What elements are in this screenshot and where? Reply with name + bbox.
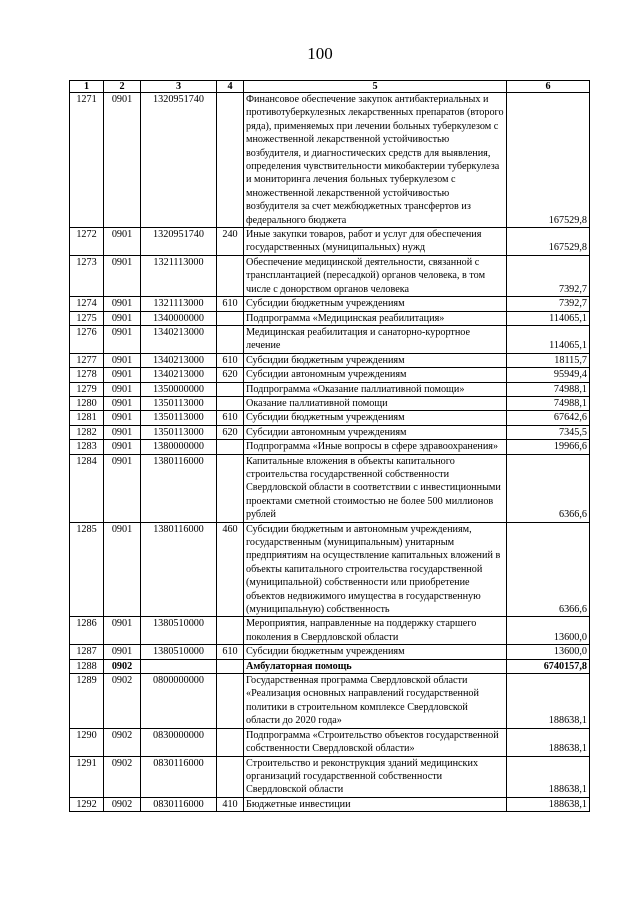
description-cell: Субсидии бюджетным и автономным учреждениям, государственным (муниципальным) унитарным предприятиям на осуществление капитальных вложений в объекты капитального строительства государственной (муниципальной) собственности или приобретение объектов недвижимого имущества в государственную (муниципальную) собственность bbox=[244, 522, 507, 617]
target-code-cell: 0800000000 bbox=[141, 674, 217, 729]
target-code-cell: 1321113000 bbox=[141, 297, 217, 311]
table-row bbox=[70, 368, 590, 382]
row-number-cell: 1278 bbox=[70, 368, 104, 382]
amount-cell: 74988,1 bbox=[507, 382, 590, 396]
table-header-row bbox=[70, 81, 590, 93]
expense-type-cell: 240 bbox=[217, 228, 244, 256]
row-number-cell: 1273 bbox=[70, 255, 104, 296]
amount-cell: 167529,8 bbox=[507, 93, 590, 228]
description-cell: Субсидии бюджетным учреждениям bbox=[244, 353, 507, 367]
row-number-cell: 1279 bbox=[70, 382, 104, 396]
description-cell: Обеспечение медицинской деятельности, связанной с трансплантацией (пересадкой) органов человека, в том числе с донорством органов человека bbox=[244, 255, 507, 296]
section-code-cell: 0901 bbox=[104, 425, 141, 439]
amount-cell: 18115,7 bbox=[507, 353, 590, 367]
target-code-cell: 1340213000 bbox=[141, 368, 217, 382]
description-cell: Субсидии бюджетным учреждениям bbox=[244, 411, 507, 425]
target-code-cell: 1340000000 bbox=[141, 311, 217, 325]
table-row bbox=[70, 325, 590, 353]
column-header: 1 bbox=[70, 81, 104, 93]
table-row bbox=[70, 93, 590, 228]
table-row bbox=[70, 255, 590, 296]
expense-type-cell bbox=[217, 93, 244, 228]
target-code-cell: 1321113000 bbox=[141, 255, 217, 296]
row-number-cell: 1284 bbox=[70, 454, 104, 522]
target-code-cell: 0830116000 bbox=[141, 756, 217, 797]
table-row bbox=[70, 617, 590, 645]
table-row bbox=[70, 382, 590, 396]
expense-type-cell: 610 bbox=[217, 645, 244, 659]
table-row bbox=[70, 797, 590, 811]
expense-type-cell bbox=[217, 255, 244, 296]
table-row bbox=[70, 297, 590, 311]
expense-type-cell: 460 bbox=[217, 522, 244, 617]
description-cell: Субсидии бюджетным учреждениям bbox=[244, 297, 507, 311]
page-number: 100 bbox=[307, 44, 333, 63]
expense-type-cell: 610 bbox=[217, 411, 244, 425]
table-row bbox=[70, 311, 590, 325]
description-cell: Бюджетные инвестиции bbox=[244, 797, 507, 811]
amount-cell: 13600,0 bbox=[507, 617, 590, 645]
expense-type-cell: 620 bbox=[217, 425, 244, 439]
description-cell: Подпрограмма «Медицинская реабилитация» bbox=[244, 311, 507, 325]
expense-type-cell bbox=[217, 728, 244, 756]
description-cell: Мероприятия, направленные на поддержку старшего поколения в Свердловской области bbox=[244, 617, 507, 645]
target-code-cell: 1350000000 bbox=[141, 382, 217, 396]
expense-type-cell: 610 bbox=[217, 297, 244, 311]
expense-type-cell bbox=[217, 311, 244, 325]
row-number-cell: 1292 bbox=[70, 797, 104, 811]
amount-cell: 19966,6 bbox=[507, 440, 590, 454]
table-row bbox=[70, 411, 590, 425]
amount-cell: 114065,1 bbox=[507, 325, 590, 353]
target-code-cell bbox=[141, 659, 217, 673]
table-row bbox=[70, 425, 590, 439]
target-code-cell: 1380510000 bbox=[141, 645, 217, 659]
section-code-cell: 0901 bbox=[104, 255, 141, 296]
section-code-cell: 0901 bbox=[104, 353, 141, 367]
amount-cell: 13600,0 bbox=[507, 645, 590, 659]
row-number-cell: 1271 bbox=[70, 93, 104, 228]
row-number-cell: 1280 bbox=[70, 396, 104, 410]
section-code-cell: 0902 bbox=[104, 728, 141, 756]
row-number-cell: 1287 bbox=[70, 645, 104, 659]
table-row bbox=[70, 756, 590, 797]
expense-type-cell: 620 bbox=[217, 368, 244, 382]
table-body bbox=[70, 93, 590, 812]
description-cell: Подпрограмма «Иные вопросы в сфере здравоохранения» bbox=[244, 440, 507, 454]
column-header: 2 bbox=[104, 81, 141, 93]
column-header: 6 bbox=[507, 81, 590, 93]
description-cell: Субсидии бюджетным учреждениям bbox=[244, 645, 507, 659]
target-code-cell: 1350113000 bbox=[141, 396, 217, 410]
expense-type-cell bbox=[217, 617, 244, 645]
expense-type-cell bbox=[217, 325, 244, 353]
description-cell: Строительство и реконструкция зданий медицинских организаций государственной собственности Свердловской области bbox=[244, 756, 507, 797]
section-code-cell: 0901 bbox=[104, 382, 141, 396]
target-code-cell: 0830000000 bbox=[141, 728, 217, 756]
table-row bbox=[70, 674, 590, 729]
amount-cell: 114065,1 bbox=[507, 311, 590, 325]
row-number-cell: 1290 bbox=[70, 728, 104, 756]
description-cell: Подпрограмма «Строительство объектов государственной собственности Свердловской области» bbox=[244, 728, 507, 756]
target-code-cell: 1350113000 bbox=[141, 411, 217, 425]
description-cell: Подпрограмма «Оказание паллиативной помощи» bbox=[244, 382, 507, 396]
column-header: 5 bbox=[244, 81, 507, 93]
column-header: 3 bbox=[141, 81, 217, 93]
description-cell: Субсидии автономным учреждениям bbox=[244, 368, 507, 382]
section-code-cell: 0901 bbox=[104, 325, 141, 353]
section-code-cell: 0901 bbox=[104, 440, 141, 454]
amount-cell: 6740157,8 bbox=[507, 659, 590, 673]
section-code-cell: 0902 bbox=[104, 756, 141, 797]
expense-type-cell: 610 bbox=[217, 353, 244, 367]
expense-type-cell bbox=[217, 674, 244, 729]
row-number-cell: 1281 bbox=[70, 411, 104, 425]
amount-cell: 188638,1 bbox=[507, 674, 590, 729]
expense-type-cell bbox=[217, 440, 244, 454]
amount-cell: 95949,4 bbox=[507, 368, 590, 382]
section-code-cell: 0902 bbox=[104, 659, 141, 673]
column-header: 4 bbox=[217, 81, 244, 93]
amount-cell: 167529,8 bbox=[507, 228, 590, 256]
description-cell: Иные закупки товаров, работ и услуг для обеспечения государственных (муниципальных) нужд bbox=[244, 228, 507, 256]
target-code-cell: 1340213000 bbox=[141, 353, 217, 367]
target-code-cell: 1320951740 bbox=[141, 93, 217, 228]
target-code-cell: 1380510000 bbox=[141, 617, 217, 645]
row-number-cell: 1282 bbox=[70, 425, 104, 439]
section-code-cell: 0901 bbox=[104, 454, 141, 522]
expense-type-cell: 410 bbox=[217, 797, 244, 811]
amount-cell: 188638,1 bbox=[507, 756, 590, 797]
table-row bbox=[70, 353, 590, 367]
section-code-cell: 0901 bbox=[104, 311, 141, 325]
amount-cell: 6366,6 bbox=[507, 522, 590, 617]
row-number-cell: 1286 bbox=[70, 617, 104, 645]
expense-type-cell bbox=[217, 382, 244, 396]
amount-cell: 7345,5 bbox=[507, 425, 590, 439]
table-row bbox=[70, 728, 590, 756]
section-code-cell: 0901 bbox=[104, 522, 141, 617]
table-row bbox=[70, 645, 590, 659]
table-row bbox=[70, 659, 590, 673]
expense-type-cell bbox=[217, 659, 244, 673]
target-code-cell: 1350113000 bbox=[141, 425, 217, 439]
target-code-cell: 1380000000 bbox=[141, 440, 217, 454]
amount-cell: 6366,6 bbox=[507, 454, 590, 522]
row-number-cell: 1275 bbox=[70, 311, 104, 325]
target-code-cell: 1380116000 bbox=[141, 522, 217, 617]
target-code-cell: 1320951740 bbox=[141, 228, 217, 256]
description-cell: Государственная программа Свердловской области «Реализация основных направлений государственной политики в строительном комплексе Свердловской области до 2020 года» bbox=[244, 674, 507, 729]
table-row bbox=[70, 228, 590, 256]
amount-cell: 67642,6 bbox=[507, 411, 590, 425]
budget-table bbox=[69, 80, 590, 812]
amount-cell: 188638,1 bbox=[507, 797, 590, 811]
expense-type-cell bbox=[217, 756, 244, 797]
section-code-cell: 0901 bbox=[104, 396, 141, 410]
section-code-cell: 0901 bbox=[104, 411, 141, 425]
table-row bbox=[70, 454, 590, 522]
section-code-cell: 0902 bbox=[104, 797, 141, 811]
row-number-cell: 1272 bbox=[70, 228, 104, 256]
row-number-cell: 1288 bbox=[70, 659, 104, 673]
table-row bbox=[70, 522, 590, 617]
row-number-cell: 1277 bbox=[70, 353, 104, 367]
amount-cell: 7392,7 bbox=[507, 255, 590, 296]
row-number-cell: 1283 bbox=[70, 440, 104, 454]
table-row bbox=[70, 396, 590, 410]
expense-type-cell bbox=[217, 454, 244, 522]
row-number-cell: 1289 bbox=[70, 674, 104, 729]
target-code-cell: 0830116000 bbox=[141, 797, 217, 811]
row-number-cell: 1285 bbox=[70, 522, 104, 617]
section-code-cell: 0901 bbox=[104, 368, 141, 382]
target-code-cell: 1340213000 bbox=[141, 325, 217, 353]
section-code-cell: 0901 bbox=[104, 645, 141, 659]
amount-cell: 188638,1 bbox=[507, 728, 590, 756]
description-cell: Оказание паллиативной помощи bbox=[244, 396, 507, 410]
description-cell: Субсидии автономным учреждениям bbox=[244, 425, 507, 439]
section-code-cell: 0901 bbox=[104, 297, 141, 311]
description-cell: Финансовое обеспечение закупок антибактериальных и противотуберкулезных лекарственных препаратов (второго ряда), применяемых при лечении больных туберкулезом с множественной лекарственной устойчивостью возбудителя, и диагностических средств для выявления, определения чувствительности микобактерии туберкулеза и мониторинга лечения больных туберкулезом с множественной лекарственной устойчивостью возбудителя за счет межбюджетных трансфертов из федерального бюджета bbox=[244, 93, 507, 228]
section-code-cell: 0901 bbox=[104, 228, 141, 256]
section-code-cell: 0901 bbox=[104, 617, 141, 645]
expense-type-cell bbox=[217, 396, 244, 410]
description-cell: Амбулаторная помощь bbox=[244, 659, 507, 673]
section-code-cell: 0901 bbox=[104, 93, 141, 228]
row-number-cell: 1276 bbox=[70, 325, 104, 353]
target-code-cell: 1380116000 bbox=[141, 454, 217, 522]
amount-cell: 74988,1 bbox=[507, 396, 590, 410]
row-number-cell: 1274 bbox=[70, 297, 104, 311]
amount-cell: 7392,7 bbox=[507, 297, 590, 311]
table-row bbox=[70, 440, 590, 454]
row-number-cell: 1291 bbox=[70, 756, 104, 797]
description-cell: Медицинская реабилитация и санаторно-курортное лечение bbox=[244, 325, 507, 353]
section-code-cell: 0902 bbox=[104, 674, 141, 729]
description-cell: Капитальные вложения в объекты капитального строительства государственной собственности Свердловской области в соответствии с инвестиционными проектами сметной стоимостью не более 500 миллионов рублей bbox=[244, 454, 507, 522]
